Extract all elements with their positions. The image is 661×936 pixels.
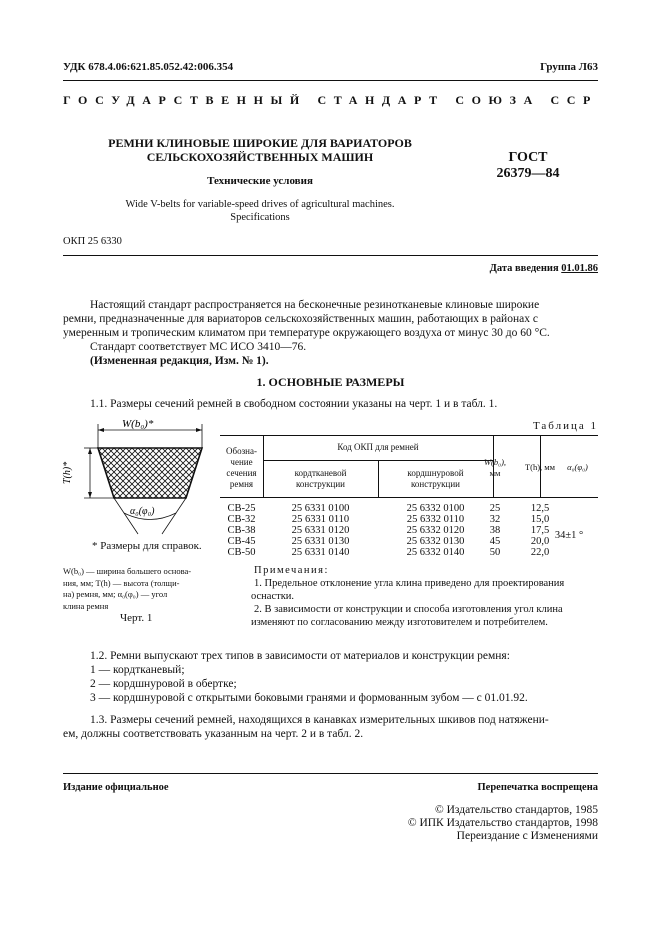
th-cord-fabric-2: конструкции (296, 479, 345, 489)
table-cell-fabric: 25 6331 0130 (291, 536, 350, 547)
table-cell-w: 45 (489, 536, 501, 547)
th-designation-1: Обозна- (226, 446, 257, 456)
copyright-2: © ИПК Издательство стандартов, 1998 (407, 817, 598, 829)
intro-p1-line2: ремни, предназначенные для вариаторов сельскохозяйственных машин, работающих в районах с (63, 313, 538, 325)
legend-line-2: ния, мм; T(h) — высота (толщи- (63, 577, 180, 588)
figure-belt-section (60, 418, 210, 538)
title-line-2: СЕЛЬСКОХОЗЯЙСТВЕННЫХ МАШИН (146, 150, 374, 164)
footer-reprint: Перепечатка воспрещена (477, 782, 598, 793)
figure-legend (63, 566, 213, 612)
footer-official: Издание официальное (63, 782, 169, 793)
intro-date-value: 01.01.86 (561, 263, 598, 274)
intro-date-label: Дата введения (489, 263, 559, 274)
th-cord-fabric-1: кордтканевой (294, 468, 347, 478)
angle-label: α₀(φ₀) (130, 506, 155, 517)
table1-label: Таблица 1 (532, 420, 598, 432)
note1-line1: 1. Предельное отклонение угла клина приведено для проектирования (254, 578, 565, 589)
table-cell-rope: 25 6332 0100 (406, 503, 465, 514)
th-designation-2: чение (230, 457, 253, 467)
section12-p: 1.2. Ремни выпускают трех типов в зависимости от материалов и конструкции ремня: (90, 650, 510, 662)
section12-type1: 1 — кордтканевый; (90, 664, 185, 676)
notes-heading: Примечания: (254, 565, 329, 576)
table-1 (220, 435, 598, 561)
legend-line-1: W(b₀) — ширина большего основа- (63, 566, 192, 576)
th-designation-3: сечения (226, 468, 257, 478)
belt-trapezoid (98, 448, 202, 498)
table-cell-des: СВ-50 (227, 547, 256, 558)
notes-block (251, 577, 598, 629)
table-cell-w: 32 (489, 514, 501, 525)
table-cell-rope: 25 6332 0130 (406, 536, 465, 547)
th-cord-fabric (263, 468, 378, 490)
table-cell-t: 22,0 (530, 547, 550, 558)
table-row (220, 525, 550, 536)
intro-p3: (Измененная редакция, Изм. № 1). (90, 355, 269, 367)
legend-line-4: клина ремня (63, 600, 109, 611)
th-designation (220, 446, 263, 490)
th-width-2: мм (489, 468, 501, 478)
height-label: T(h)* (62, 461, 73, 484)
table-row (220, 514, 550, 525)
width-label: W(b₀)* (122, 418, 154, 430)
th-cord-rope-1: кордшнуровой (407, 468, 464, 478)
title-line-1: РЕМНИ КЛИНОВЫЕ ШИРОКИЕ ДЛЯ ВАРИАТОРОВ (108, 136, 412, 150)
figure-note-ref: * Размеры для справок. (92, 540, 202, 552)
udk-code: УДК 678.4.06:621.85.052.42:006.354 (63, 61, 234, 73)
table-cell-rope: 25 6332 0140 (406, 547, 465, 558)
intro-date (380, 263, 598, 274)
footer-rule (63, 773, 598, 774)
table-cell-des: СВ-25 (227, 503, 256, 514)
reissue-note: Переиздание с Изменениями (456, 830, 598, 842)
section1-heading: 1. ОСНОВНЫЕ РАЗМЕРЫ (256, 375, 405, 389)
intro-p1-line1: Настоящий стандарт распространяется на бесконечные резинотканевые клиновые широкие (90, 299, 540, 311)
th-cord-rope-2: конструкции (411, 479, 460, 489)
okp-code: ОКП 25 6330 (63, 236, 122, 247)
table-row (220, 503, 550, 514)
table-cell-t: 12,5 (530, 503, 550, 514)
th-height: T(h), мм (524, 462, 556, 472)
legend-line-3: на) ремня, мм; α₀(φ₀) — угол (63, 589, 168, 599)
table-cell-w: 38 (489, 525, 501, 536)
title-subtitle: Технические условия (207, 175, 313, 187)
table-cell-fabric: 25 6331 0110 (291, 514, 350, 525)
intro-p1-line3: умеренным и тропическим климатом при температуре окружающего воздуха от минус 30 до 60 °С. (63, 327, 550, 339)
th-designation-4: ремня (229, 479, 254, 489)
table-cell-fabric: 25 6331 0120 (291, 525, 350, 536)
gost-number: 26379—84 (496, 166, 560, 181)
table-cell-t: 15,0 (530, 514, 550, 525)
note1-line2: оснастки. (251, 591, 295, 602)
section13-line2: ем, должны соответствовать указанным на черт. 2 и в табл. 2. (63, 728, 364, 740)
header-rule (63, 80, 598, 81)
title-english-2: Specifications (230, 212, 290, 223)
table-cell-fabric: 25 6331 0140 (291, 547, 350, 558)
section12-type3: 3 — кордшнуровой с открытыми боковыми гранями и формованным зубом — с 01.01.92. (90, 692, 528, 704)
note2-line1: 2. В зависимости от конструкции и способа изготовления угол клина (254, 604, 563, 615)
figure-caption: Черт. 1 (120, 612, 153, 624)
title-rule (63, 255, 598, 256)
note2-line2: изменяют по согласованию между изготовителем и потребителем. (251, 617, 548, 628)
intro-p2: Стандарт соответствует МС ИСО 3410—76. (90, 341, 307, 353)
table-row (220, 547, 550, 558)
table-cell-t: 17,5 (530, 525, 550, 536)
title-english-1: Wide V-belts for variable-speed drives of agricultural machines. (125, 199, 395, 210)
table-cell-des: СВ-32 (227, 514, 256, 525)
table-cell-rope: 25 6332 0110 (406, 514, 465, 525)
th-okp: Код ОКП для ремней (337, 442, 419, 452)
group-code: Группа Л63 (540, 61, 598, 73)
table-cell-fabric: 25 6331 0100 (291, 503, 350, 514)
copyright-1: © Издательство стандартов, 1985 (434, 804, 598, 816)
table-cell-des: СВ-45 (227, 536, 256, 547)
standard-banner: ГОСУДАРСТВЕННЫЙ СТАНДАРТ СОЮЗА ССР (63, 93, 598, 107)
gost-label: ГОСТ (508, 150, 548, 165)
table-cell-rope: 25 6332 0120 (406, 525, 465, 536)
table-cell-des: СВ-38 (227, 525, 256, 536)
cell-angle-value: 34±1 ° (554, 530, 584, 541)
th-angle: α₀(φ₀) (567, 462, 588, 472)
table-cell-w: 50 (489, 547, 501, 558)
table-cell-w: 25 (489, 503, 501, 514)
section12-type2: 2 — кордшнуровой в обертке; (90, 678, 237, 690)
th-width (475, 457, 515, 479)
section13-line1: 1.3. Размеры сечений ремней, находящихся в канавках измерительных шкивов под натяжени- (90, 714, 549, 726)
section1-p11: 1.1. Размеры сечений ремней в свободном состоянии указаны на черт. 1 и в табл. 1. (90, 398, 498, 410)
th-width-1: W(b₀), (483, 457, 507, 467)
table-cell-t: 20,0 (530, 536, 550, 547)
table-row (220, 536, 550, 547)
